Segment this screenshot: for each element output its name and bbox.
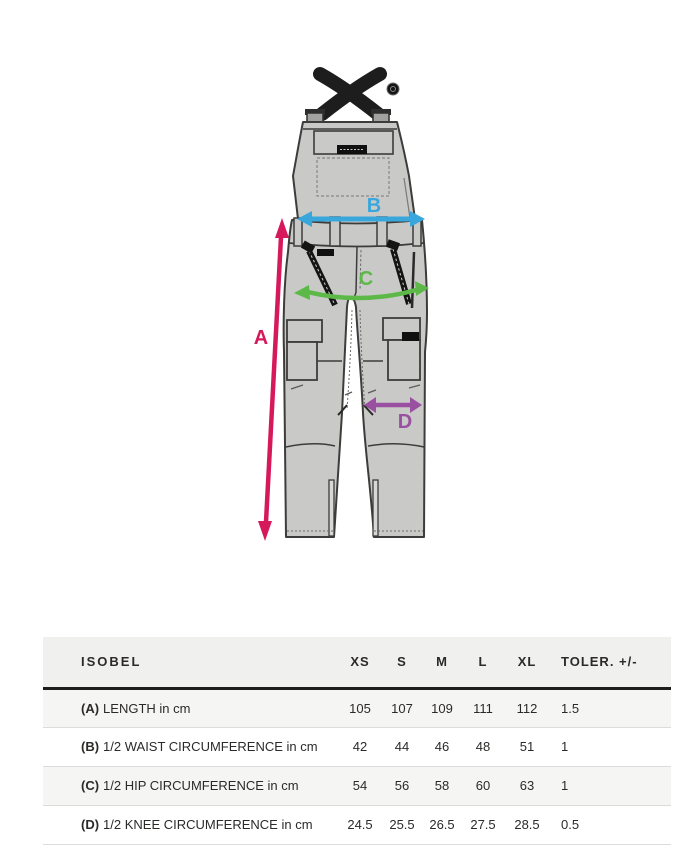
value-cell: 51: [519, 739, 535, 754]
row-measure-name: 1/2 HIP CIRCUMFERENCE in cm: [103, 778, 299, 793]
row-label: [43, 727, 338, 766]
product-name: ISOBEL: [43, 637, 338, 688]
value-cell: 105: [349, 700, 371, 716]
strap-logo-patch-icon: [387, 83, 399, 95]
table-row-knee: [43, 805, 671, 844]
value-cell: 54: [352, 778, 368, 793]
table-row-hip: [43, 766, 671, 805]
value-cell: 27.5: [470, 817, 496, 832]
col-header-s: S: [382, 637, 422, 688]
shoulder-straps: [305, 74, 399, 127]
table-row-length: [43, 688, 671, 727]
value-cell: 63: [519, 778, 535, 793]
value-cell: 109: [431, 700, 453, 716]
value-cell: 28.5: [514, 817, 540, 832]
value-cell: 58: [434, 778, 450, 793]
value-cell: 60: [475, 778, 491, 793]
tolerance-cell: 1.5: [561, 700, 580, 716]
row-letter: (B): [81, 739, 100, 754]
row-letter: (A): [81, 700, 100, 716]
value-cell: 111: [473, 700, 493, 716]
row-letter: (D): [81, 817, 100, 832]
row-measure-name: LENGTH in cm: [103, 700, 191, 716]
value-cell: 112: [516, 700, 538, 716]
row-label: [43, 688, 338, 727]
measure-label-d: D: [397, 411, 413, 433]
value-cell: 25.5: [389, 817, 415, 832]
value-cell: 26.5: [429, 817, 455, 832]
col-header-xl: XL: [504, 637, 550, 688]
tolerance-cell: 1: [561, 778, 569, 793]
row-measure-name: 1/2 WAIST CIRCUMFERENCE in cm: [103, 739, 318, 754]
row-letter: (C): [81, 778, 100, 793]
table-row-waist: [43, 727, 671, 766]
row-label: [43, 766, 338, 805]
col-header-m: M: [422, 637, 462, 688]
measure-label-a: A: [253, 327, 269, 349]
size-table: [43, 637, 671, 845]
row-label: [43, 805, 338, 844]
measure-label-b: B: [366, 195, 382, 217]
value-cell: 107: [391, 700, 413, 716]
col-header-xs: XS: [338, 637, 382, 688]
value-cell: 46: [434, 739, 450, 754]
value-cell: 42: [352, 739, 368, 754]
value-cell: 24.5: [347, 817, 373, 832]
chest-brand-label: [337, 145, 367, 154]
tolerance-cell: 1: [561, 739, 569, 754]
value-cell: 48: [475, 739, 491, 754]
row-measure-name: 1/2 KNEE CIRCUMFERENCE in cm: [103, 817, 313, 832]
value-cell: 44: [394, 739, 410, 754]
col-header-l: L: [462, 637, 504, 688]
size-table-header-row: [43, 637, 671, 688]
col-header-tolerance: TOLER. +/-: [550, 637, 671, 688]
cargo-brand-label: [402, 332, 419, 341]
measure-label-c: C: [358, 268, 374, 290]
value-cell: 56: [394, 778, 410, 793]
tolerance-cell: 0.5: [561, 817, 580, 832]
